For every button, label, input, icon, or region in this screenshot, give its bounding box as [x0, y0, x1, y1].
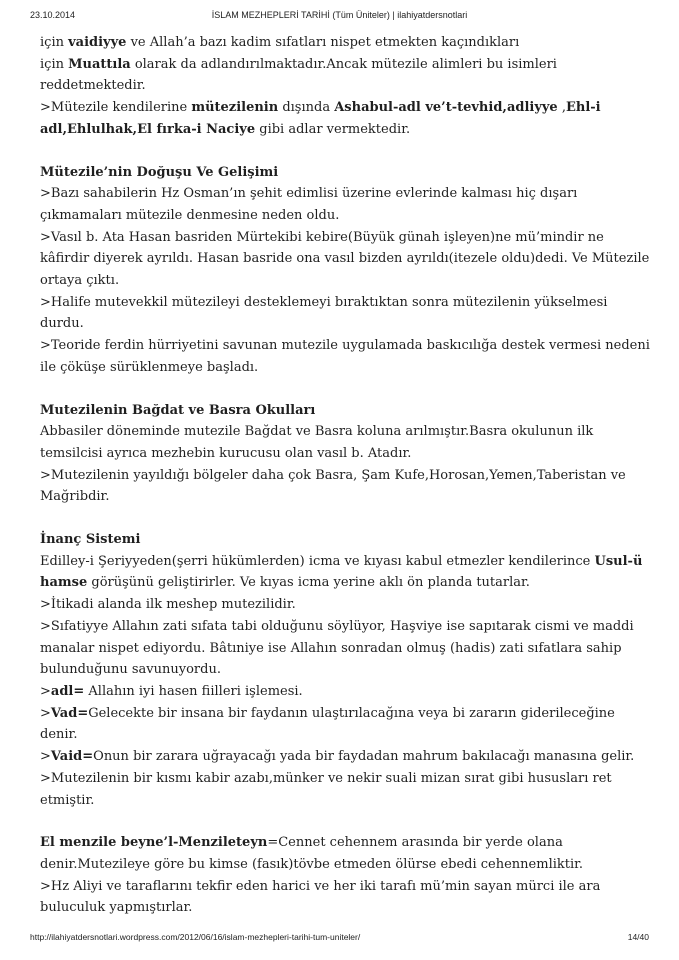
section-2-paragraph: Abbasiler döneminde mutezile Bağdat ve Basra koluna arılmıştır.Basra okulunun ilk temsilcisi ayrıca mezhebin kurucusu olan vasıl b. Atadır. — [40, 424, 594, 461]
section-1-paragraph: >Teoride ferdin hürriyetini savunan mutezile uygulamada baskıcılığa destek vermesi nedeni ile çöküşe sürüklenmeye başladı. — [40, 338, 650, 375]
section-1-paragraph: >Halife mutevekkil mütezileyi desteklemeyi bıraktıktan sonra mütezilenin yükselmesi durdu. — [40, 294, 608, 332]
text: =Cennet cehennem arasında bir yerde olana denir.Mutezileye göre bu kimse (fasık)tövbe etmeden ölürse ebedi cehennemliktir. — [40, 835, 584, 872]
section-3-paragraph: >Mutezilenin bir kısmı kabir azabı,münker ve nekir suali mizan sırat gibi hususları ret etmiştir. — [40, 770, 612, 808]
text: , — [557, 100, 566, 116]
term-el-menzile: El menzile beyne’l-Menzileteyn — [40, 835, 268, 851]
section-2-paragraph: >Mutezilenin yayıldığı bölgeler daha çok Basra, Şam Kufe,Horosan,Yemen,Taberistan ve Mağribdir. — [40, 467, 626, 505]
section-3-paragraph: >Sıfatiyye Allahın zati sıfata tabi olduğunu söylüyor, Haşviye ise sapıtarak cismi ve maddi manalar nispet ediyordu. Bâtıniye ise Allahın sonradan olmuş (hadis) zati sıfatlara sahip bulunduğunu savunuyordu. — [40, 618, 634, 678]
text: Allahın iyi hasen fiilleri işlemesi. — [84, 683, 303, 699]
text: reddetmektedir. — [40, 78, 146, 94]
section-3-paragraph: >İtikadi alanda ilk meshep mutezilidir. — [40, 597, 296, 613]
text: için — [40, 56, 69, 72]
section-1-paragraph: >Vasıl b. Ata Hasan basriden Mürtekibi kebire(Büyük günah işleyen)ne mü’mindir ne kâfirdir diyerek ayrıldı. Hasan basride ona vasıl bizden ayrıldı(itezele oldu)dedi. Ve Mütezile ortaya çıktı. — [40, 229, 650, 289]
term-adl: adl= — [50, 683, 85, 699]
document-body — [40, 32, 650, 919]
term-usul-u-hamse: Usul-ü hamse — [40, 553, 643, 591]
text: gibi adlar vermektedir. — [255, 121, 411, 137]
term-vad: Vad= — [50, 705, 89, 721]
section-3-paragraph — [40, 551, 650, 594]
text: Onun bir zarara uğrayacağı yada bir faydadan mahrum bakılacağı manasına gelir. — [93, 749, 635, 765]
text: > — [40, 749, 51, 765]
term: mütezilenin — [191, 100, 279, 116]
text: için — [40, 35, 69, 50]
section-1-paragraph: >Bazı sahabilerin Hz Osman’ın şehit edimlisi üzerine evlerinde kalması hiç dışarı çıkmamaları mütezile denmesine neden oldu. — [40, 186, 578, 223]
definition-vaid — [40, 746, 650, 768]
text: > — [40, 705, 51, 721]
section-3-heading: İnanç Sistemi — [40, 532, 141, 548]
header-title: İSLAM MEZHEPLERİ TARİHİ (Tüm Üniteler) | ilahiyatdersnotlari — [211, 10, 468, 20]
definition-vad — [40, 703, 650, 746]
text: Gelecekte bir insana bir faydanın ulaştırılacağına veya bi zararın giderileceğine denir. — [40, 705, 615, 743]
term-muattila: Muattıla — [68, 56, 131, 72]
footer-url: http://ilahiyatdersnotlari.wordpress.com/2012/06/16/islam-mezhepleri-tarihi-tum-uniteler/ — [30, 932, 361, 942]
section-4-paragraph: >Hz Aliyi ve taraflarını tekfir eden harici ve her iki tarafı mü’min sayan mürci ile ara buluculuk yapmıştırlar. — [40, 878, 601, 916]
text: dışında — [278, 100, 335, 116]
text: ve Allah’a bazı kadim sıfatları nispet etmekten kaçındıkları — [126, 35, 520, 50]
text: görüşünü geliştirirler. Ve kıyas icma yerine aklı ön planda tutarlar. — [87, 575, 530, 591]
section-4-paragraph — [40, 832, 650, 875]
definition-adl — [40, 681, 650, 703]
section-1-heading: Mütezile’nin Doğuşu Ve Gelişimi — [40, 164, 279, 180]
text: > — [40, 683, 51, 699]
intro-paragraph-1 — [40, 32, 650, 97]
term-vaidiyye: vaidiyye — [68, 35, 127, 50]
page-number: 14/40 — [627, 932, 649, 942]
text: Edilley-i Şeriyyeden(şerri hükümlerden) icma ve kıyası kabul etmezler kendilerince — [40, 553, 595, 569]
section-2-heading: Mutezilenin Bağdat ve Basra Okulları — [40, 402, 316, 418]
intro-paragraph-2 — [40, 97, 650, 140]
text: olarak da adlandırılmaktadır.Ancak mütezile alimleri bu isimleri — [130, 56, 557, 72]
term-vaid: Vaid= — [50, 749, 94, 765]
term: adl,Ehlulhak,El fırka-i Naciye — [40, 121, 256, 137]
term: Ashabul-adl ve’t-tevhid,adliyye — [334, 100, 558, 116]
term: Ehl-i — [565, 100, 601, 116]
header-date: 23.10.2014 — [30, 10, 76, 20]
text: >Mütezile kendilerine — [40, 100, 192, 116]
